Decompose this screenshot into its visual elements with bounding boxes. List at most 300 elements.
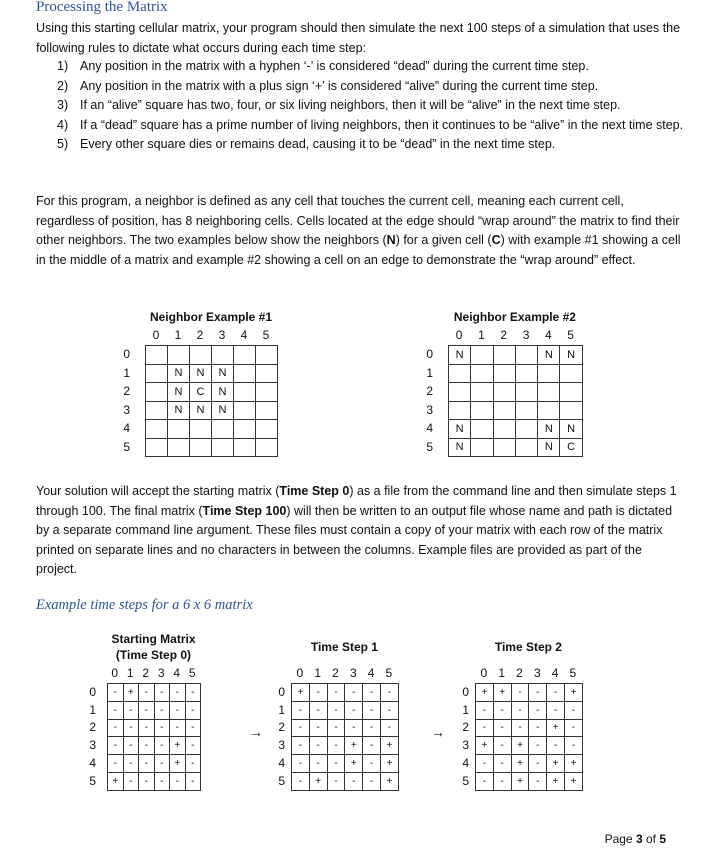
row-number: 3 xyxy=(426,402,433,417)
grid-cell: - xyxy=(363,719,381,737)
grid-cell: - xyxy=(529,755,547,773)
grid-cell xyxy=(234,383,256,402)
grid-title: (Time Step 0) xyxy=(115,648,192,662)
grid-cell: - xyxy=(476,772,494,790)
grid-cell: - xyxy=(493,772,511,790)
grid-cell: + xyxy=(170,737,186,755)
grid-cell xyxy=(515,364,537,383)
row-numbers xyxy=(421,345,433,456)
grid-cell: - xyxy=(363,772,381,790)
grid-row xyxy=(108,719,201,737)
neighbor-n-label: N xyxy=(386,233,396,247)
grid-cell: N xyxy=(190,364,212,383)
rule-item xyxy=(36,77,696,97)
grid-cell xyxy=(515,438,537,457)
column-number: 0 xyxy=(480,666,488,680)
neighbor-text-2: ) for a given cell ( xyxy=(395,233,492,247)
grid-cell: - xyxy=(529,737,547,755)
grid-cell: - xyxy=(511,701,529,719)
solution-time-step-100: Time Step 100 xyxy=(202,503,287,518)
grid-cell xyxy=(560,383,582,402)
grid-cell xyxy=(515,383,537,402)
grid-cell: - xyxy=(493,719,511,737)
grid-cell xyxy=(146,420,168,439)
neighbor-text-3: ) with example #1 showing a cell in the middle of a matrix and example #2 showing a cell on an edge to demonstrate the “wrap around” effect. xyxy=(36,233,681,267)
grid-cell xyxy=(146,346,168,365)
neighbor-c-label: C xyxy=(491,233,501,247)
grid-cell xyxy=(493,364,515,383)
column-number: 4 xyxy=(367,666,375,680)
grid-cell xyxy=(168,438,190,457)
column-number: 0 xyxy=(111,666,119,680)
grid-cell: - xyxy=(511,719,529,737)
grid-cell: + xyxy=(493,684,511,702)
row-numbers xyxy=(84,683,96,790)
grid-cell: - xyxy=(292,701,310,719)
grid-row xyxy=(449,383,583,402)
grid-cell: - xyxy=(108,737,124,755)
column-numbers xyxy=(291,666,398,680)
grid-cell: - xyxy=(154,772,170,790)
grid-cell: - xyxy=(345,701,363,719)
grid-cell: - xyxy=(564,737,582,755)
column-number: 1 xyxy=(478,328,485,342)
row-number: 0 xyxy=(426,347,433,362)
grid-cell: - xyxy=(154,684,170,702)
rule-text: If an “alive” square has two, four, or six living neighbors, then it will be “alive” in the next time step. xyxy=(80,98,621,112)
grid-cell: N xyxy=(449,420,471,439)
row-number: 5 xyxy=(123,439,130,454)
grid-cell: C xyxy=(190,383,212,402)
grid-cell: - xyxy=(380,719,398,737)
grid-row xyxy=(146,420,278,439)
grid-cell: - xyxy=(170,772,186,790)
column-number: 2 xyxy=(516,666,523,680)
grid-cell: N xyxy=(212,383,234,402)
grid-cell: - xyxy=(345,772,363,790)
row-number: 5 xyxy=(89,773,96,788)
column-numbers xyxy=(145,328,277,342)
cell-grid xyxy=(145,345,278,457)
grid-row xyxy=(476,755,583,773)
grid-row xyxy=(292,719,399,737)
row-number: 3 xyxy=(278,738,285,753)
rule-item xyxy=(36,57,696,77)
row-number: 2 xyxy=(278,720,285,735)
grid-cell: + xyxy=(564,755,582,773)
grid-cell: - xyxy=(363,684,381,702)
column-number: 4 xyxy=(544,328,552,342)
grid-cell: - xyxy=(493,755,511,773)
column-number: 3 xyxy=(349,666,357,680)
grid-cell: + xyxy=(564,772,582,790)
rule-text: Any position in the matrix with a hyphen ‘-’ is considered “dead” during the current time step. xyxy=(80,59,589,73)
rule-number: 2) xyxy=(57,78,69,93)
row-numbers xyxy=(118,345,130,456)
grid-cell: - xyxy=(493,701,511,719)
grid-cell xyxy=(256,438,278,457)
grid-cell: - xyxy=(327,701,345,719)
cell-grid xyxy=(475,683,583,791)
grid-cell: - xyxy=(139,701,155,719)
grid-cell: + xyxy=(292,684,310,702)
grid-cell: + xyxy=(345,755,363,773)
grid-cell: N xyxy=(212,401,234,420)
grid-cell xyxy=(256,401,278,420)
grid-cell xyxy=(234,401,256,420)
grid-cell: + xyxy=(345,737,363,755)
rule-item xyxy=(36,96,696,116)
grid-cell: N xyxy=(190,401,212,420)
grid-row xyxy=(449,346,583,365)
grid-cell xyxy=(471,401,493,420)
column-number: 0 xyxy=(296,666,304,680)
row-number: 1 xyxy=(462,702,469,717)
rule-item xyxy=(36,135,696,155)
grid-row xyxy=(292,772,399,790)
row-numbers xyxy=(273,683,285,790)
column-number: 0 xyxy=(455,328,463,342)
row-number: 2 xyxy=(462,720,469,735)
grid-cell xyxy=(493,401,515,420)
grid-cell: - xyxy=(476,755,494,773)
solution-time-step-0: Time Step 0 xyxy=(279,484,350,498)
grid-row xyxy=(146,401,278,420)
grid-cell: - xyxy=(108,684,124,702)
grid-cell: - xyxy=(345,719,363,737)
grid-cell: - xyxy=(327,737,345,755)
column-number: 4 xyxy=(551,666,559,680)
grid-cell xyxy=(471,346,493,365)
grid-cell xyxy=(234,420,256,439)
rule-number: 3) xyxy=(57,98,69,112)
row-number: 3 xyxy=(89,738,96,753)
grid-cell xyxy=(168,420,190,439)
grid-row xyxy=(449,364,583,383)
grid-cell: C xyxy=(560,438,582,457)
rule-text: If a “dead” square has a prime number of living neighbors, then it continues to be “alive” in the next time step. xyxy=(80,117,684,132)
grid-cell: N xyxy=(449,346,471,365)
grid-row xyxy=(449,420,583,439)
rule-number: 4) xyxy=(57,117,69,132)
grid-cell: + xyxy=(108,772,124,790)
grid-cell xyxy=(256,364,278,383)
column-number: 1 xyxy=(314,666,322,680)
grid-cell: + xyxy=(476,684,494,702)
cell-grid xyxy=(448,345,583,457)
column-number: 1 xyxy=(174,328,182,342)
grid-title: Time Step 2 xyxy=(494,640,562,654)
column-number: 1 xyxy=(126,666,134,680)
grid-row xyxy=(108,701,201,719)
footer-current-page: 3 xyxy=(635,832,643,846)
grid-row xyxy=(146,364,278,383)
grid-cell: N xyxy=(538,438,560,457)
grid-row xyxy=(108,755,201,773)
grid-cell: - xyxy=(292,755,310,773)
grid-cell: - xyxy=(309,719,327,737)
grid-cell: - xyxy=(309,684,327,702)
grid-title: Neighbor Example #1 xyxy=(149,310,273,324)
grid-cell: - xyxy=(108,701,124,719)
grid-cell: - xyxy=(345,684,363,702)
grid-cell: N xyxy=(538,420,560,439)
column-number: 2 xyxy=(500,328,508,342)
row-number: 5 xyxy=(426,439,433,454)
intro-paragraph: Using this starting cellular matrix, your program should then simulate the next 100 steps of a simulation that uses the following rules to dictate what occurs during each time step: xyxy=(36,21,681,55)
solution-paragraph xyxy=(36,482,686,580)
grid-cell xyxy=(146,364,168,383)
grid-cell: - xyxy=(139,719,155,737)
grid-row xyxy=(476,719,583,737)
grid-cell xyxy=(190,346,212,365)
grid-cell xyxy=(190,420,212,439)
grid-cell xyxy=(256,346,278,365)
row-number: 5 xyxy=(278,773,285,788)
grid-cell xyxy=(234,438,256,457)
grid-cell xyxy=(538,383,560,402)
grid-cell: - xyxy=(529,719,547,737)
grid-cell: - xyxy=(185,772,201,790)
grid-cell: - xyxy=(108,755,124,773)
grid-cell: - xyxy=(363,755,381,773)
cell-grid xyxy=(291,683,399,791)
rule-number: 5) xyxy=(57,137,69,151)
column-number: 2 xyxy=(142,666,150,680)
grid-title: Starting Matrix xyxy=(111,632,196,646)
row-number: 2 xyxy=(123,384,130,399)
row-number: 2 xyxy=(89,720,96,735)
grid-cell: + xyxy=(547,719,565,737)
neighbor-paragraph xyxy=(36,192,684,270)
grid-row xyxy=(108,737,201,755)
grid-cell: - xyxy=(185,719,201,737)
grid-cell: - xyxy=(476,701,494,719)
solution-text-3: ) will then be written to an output file whose name and path is dictated by a separate command line argument. These files must contain a copy of your matrix with each row of the matrix printed on separate lines and no characters in between the columns. Example files are provided as part of the project. xyxy=(36,503,673,576)
example-heading: Example time steps for a 6 x 6 matrix xyxy=(36,597,253,613)
row-number: 5 xyxy=(462,773,469,788)
grid-cell: - xyxy=(363,701,381,719)
grid-cell xyxy=(190,438,212,457)
grid-cell: - xyxy=(185,701,201,719)
grid-cell: + xyxy=(380,755,398,773)
row-number: 2 xyxy=(426,384,433,399)
grid-cell xyxy=(471,438,493,457)
grid-cell xyxy=(471,364,493,383)
column-number: 4 xyxy=(173,666,181,680)
grid-row xyxy=(146,383,278,402)
column-numbers xyxy=(475,666,582,680)
column-number: 5 xyxy=(567,328,574,342)
row-number: 4 xyxy=(89,756,96,771)
grid-cell: - xyxy=(139,755,155,773)
grid-row xyxy=(476,772,583,790)
row-number: 0 xyxy=(278,684,285,699)
grid-cell xyxy=(449,401,471,420)
grid-cell xyxy=(256,420,278,439)
grid-cell xyxy=(538,364,560,383)
row-number: 4 xyxy=(426,421,433,436)
grid-cell xyxy=(212,420,234,439)
row-number: 3 xyxy=(462,738,469,753)
row-number: 1 xyxy=(278,702,285,717)
grid-cell xyxy=(515,420,537,439)
grid-cell xyxy=(212,346,234,365)
footer-of: of xyxy=(642,832,660,846)
grid-cell: - xyxy=(139,684,155,702)
grid-cell: - xyxy=(529,684,547,702)
column-number: 5 xyxy=(262,328,270,342)
grid-cell: - xyxy=(185,755,201,773)
grid-cell: - xyxy=(292,719,310,737)
row-numbers xyxy=(457,683,469,790)
grid-cell: - xyxy=(309,755,327,773)
grid-cell: N xyxy=(538,346,560,365)
column-number: 2 xyxy=(332,666,339,680)
grid-cell: N xyxy=(168,364,190,383)
grid-cell xyxy=(449,383,471,402)
grid-row xyxy=(476,737,583,755)
grid-cell: - xyxy=(327,772,345,790)
footer-prefix: Page xyxy=(604,832,636,846)
grid-cell: - xyxy=(292,737,310,755)
rule-item xyxy=(36,116,696,136)
grid-cell: + xyxy=(309,772,327,790)
grid-cell: - xyxy=(185,684,201,702)
grid-cell xyxy=(493,438,515,457)
grid-cell: - xyxy=(154,737,170,755)
grid-cell: - xyxy=(154,719,170,737)
grid-cell: N xyxy=(168,401,190,420)
grid-cell: - xyxy=(529,772,547,790)
grid-cell: + xyxy=(511,737,529,755)
row-number: 0 xyxy=(462,684,469,699)
row-number: 0 xyxy=(89,684,96,699)
column-number: 3 xyxy=(218,328,226,342)
column-number: 3 xyxy=(533,666,541,680)
page-heading: Processing the Matrix xyxy=(36,0,168,15)
grid-cell: - xyxy=(139,772,155,790)
grid-cell: - xyxy=(564,719,582,737)
arrow-icon: → xyxy=(431,724,445,740)
column-number: 0 xyxy=(152,328,160,342)
column-number: 2 xyxy=(196,328,204,342)
rule-text: Every other square dies or remains dead, causing it to be “dead” in the next time step. xyxy=(80,137,556,151)
grid-cell xyxy=(515,346,537,365)
grid-row xyxy=(108,684,201,702)
grid-cell: N xyxy=(560,420,582,439)
neighbor-text-1: For this program, a neighbor is defined as any cell that touches the current cell, meaning each current cell, regardless of position, has 8 neighboring cells. Cells located at the edge should “wrap around” the matrix to find their other neighbors. The two examples below show the neighbors ( xyxy=(36,194,680,247)
grid-row xyxy=(292,737,399,755)
grid-row xyxy=(292,684,399,702)
grid-cell: - xyxy=(327,684,345,702)
grid-cell: - xyxy=(309,737,327,755)
grid-cell xyxy=(471,420,493,439)
grid-cell: - xyxy=(547,701,565,719)
row-number: 4 xyxy=(278,756,285,771)
grid-cell xyxy=(146,438,168,457)
grid-cell: + xyxy=(476,737,494,755)
grid-cell xyxy=(146,401,168,420)
grid-cell: + xyxy=(170,755,186,773)
page-footer xyxy=(605,832,666,846)
row-number: 1 xyxy=(123,365,130,380)
grid-cell: - xyxy=(309,701,327,719)
grid-cell xyxy=(471,383,493,402)
grid-title: Neighbor Example #2 xyxy=(453,310,576,324)
rule-number: 1) xyxy=(57,59,69,73)
column-number: 3 xyxy=(157,666,165,680)
grid-cell: - xyxy=(154,701,170,719)
solution-text-1: Your solution will accept the starting matrix ( xyxy=(36,484,280,498)
row-number: 3 xyxy=(123,402,130,417)
row-number: 0 xyxy=(123,347,130,362)
grid-cell: - xyxy=(363,737,381,755)
grid-cell: - xyxy=(108,719,124,737)
grid-cell: - xyxy=(547,737,565,755)
column-numbers xyxy=(448,328,582,342)
grid-cell: - xyxy=(170,719,186,737)
grid-cell: - xyxy=(185,737,201,755)
grid-cell xyxy=(449,364,471,383)
grid-cell: + xyxy=(511,772,529,790)
grid-cell: - xyxy=(529,701,547,719)
grid-cell: - xyxy=(123,719,139,737)
grid-cell xyxy=(256,383,278,402)
grid-cell: - xyxy=(547,684,565,702)
grid-cell: + xyxy=(564,684,582,702)
grid-cell xyxy=(515,401,537,420)
grid-cell xyxy=(168,346,190,365)
row-number: 1 xyxy=(89,702,96,717)
grid-row xyxy=(449,438,583,457)
grid-cell: N xyxy=(212,364,234,383)
solution-text-2: ) as a file from the command line and then simulate steps 1 through 100. The final matrix ( xyxy=(36,484,677,518)
grid-row xyxy=(108,772,201,790)
grid-cell: - xyxy=(123,772,139,790)
grid-cell: + xyxy=(547,772,565,790)
cell-grid xyxy=(107,683,201,791)
row-number: 4 xyxy=(123,421,130,436)
column-number: 4 xyxy=(240,328,248,342)
grid-row xyxy=(292,755,399,773)
grid-cell xyxy=(234,346,256,365)
grid-cell: - xyxy=(170,701,186,719)
grid-cell: - xyxy=(170,684,186,702)
grid-cell: - xyxy=(327,755,345,773)
grid-cell: - xyxy=(139,737,155,755)
grid-cell: - xyxy=(327,719,345,737)
grid-cell: - xyxy=(380,684,398,702)
grid-cell: + xyxy=(380,737,398,755)
row-number: 4 xyxy=(462,756,469,771)
grid-cell xyxy=(493,420,515,439)
column-number: 1 xyxy=(498,666,506,680)
grid-cell xyxy=(538,401,560,420)
grid-cell: - xyxy=(123,737,139,755)
grid-title: Time Step 1 xyxy=(310,640,378,654)
grid-cell xyxy=(560,401,582,420)
grid-cell: - xyxy=(493,737,511,755)
grid-cell xyxy=(234,364,256,383)
column-number: 5 xyxy=(569,666,577,680)
grid-cell: + xyxy=(123,684,139,702)
grid-cell: N xyxy=(560,346,582,365)
column-number: 3 xyxy=(522,328,530,342)
grid-cell xyxy=(493,346,515,365)
column-number: 5 xyxy=(188,666,196,680)
footer-total-pages: 5 xyxy=(659,832,666,846)
